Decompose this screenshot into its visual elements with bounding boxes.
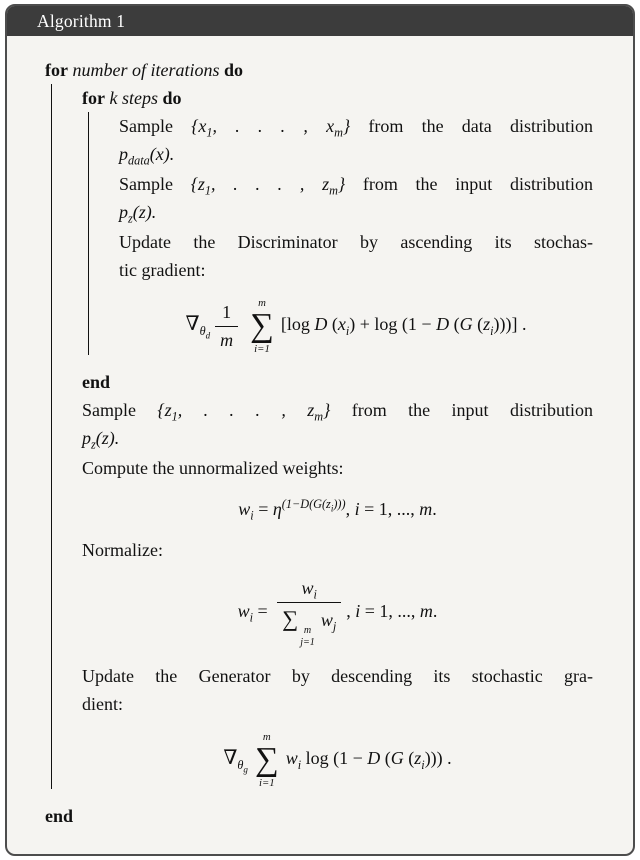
summation-lower-limit: j=1 <box>300 636 315 648</box>
statement-text: Sample <box>82 400 158 421</box>
fraction-numerator <box>277 577 341 602</box>
statement-line <box>119 140 593 168</box>
math-subscript: 1 <box>171 409 178 424</box>
math-var-w: w <box>238 499 251 520</box>
summation-upper-limit: m <box>303 624 312 636</box>
statement-text: from the data distribution <box>350 116 593 136</box>
math-text: (1−D(G(z <box>281 497 331 512</box>
algorithm-box <box>5 4 635 856</box>
statement-line: Update the Discriminator by ascending its stochas- <box>119 232 593 252</box>
math-text: ))) . <box>424 747 452 768</box>
math-var-p: p <box>119 144 128 164</box>
statement-text: from the input distribution <box>345 174 593 194</box>
statement-sample-z-inner <box>119 170 593 226</box>
algorithm-title: Algorithm 1 <box>37 10 126 31</box>
summation <box>250 297 274 355</box>
math-text: [log <box>280 314 315 335</box>
fraction-numerator: 1 <box>222 302 232 323</box>
algorithm-body <box>7 36 633 844</box>
math-text: ( <box>327 314 338 335</box>
inner-end-line <box>82 368 593 396</box>
math-text: , <box>346 601 356 622</box>
summation-lower-limit: i=1 <box>254 342 270 355</box>
math-text: ( <box>472 314 484 335</box>
math-var-x: x <box>337 314 346 335</box>
math-subscript: 1 <box>204 183 212 198</box>
math-dots: , . . . , x <box>212 116 335 136</box>
math-var-w: w <box>301 578 314 599</box>
math-text: log (1 − <box>301 747 368 768</box>
math-exponent <box>281 497 346 514</box>
keyword-end: end <box>82 372 111 393</box>
keyword-for: for <box>82 88 105 108</box>
math-var-G: G <box>390 747 404 768</box>
math-var-i: i <box>355 601 361 622</box>
summation-lower-limit: i=1 <box>258 776 275 789</box>
nabla-subscript <box>199 323 211 341</box>
math-var-G: G <box>459 314 473 335</box>
statement-text: Sample <box>119 116 192 136</box>
math-text: ) + log (1 − <box>349 314 437 335</box>
nabla-symbol: ∇ <box>185 313 200 336</box>
math-var-theta: θ <box>199 323 206 338</box>
inner-loop-condition: k steps <box>109 88 158 108</box>
math-text: (x). <box>149 144 175 164</box>
math-var-D: D <box>314 314 328 335</box>
math-var-m: m <box>419 601 433 622</box>
statement-normalize <box>82 536 593 564</box>
math-subscript: i <box>297 757 302 772</box>
math-var-z: z <box>414 747 422 768</box>
nabla-subscript <box>237 758 248 772</box>
statement-line: tic gradient: <box>119 260 206 280</box>
math-text: . <box>432 499 437 520</box>
statement-line <box>119 170 593 198</box>
math-var-w: w <box>285 747 298 768</box>
math-subscript: m <box>314 409 324 424</box>
statement-line: Normalize: <box>82 540 163 561</box>
nabla-symbol: ∇ <box>223 746 238 769</box>
math-subscript: z <box>128 211 133 226</box>
statement-sample-x <box>119 112 593 168</box>
math-var-z: z <box>483 314 491 335</box>
outer-block <box>51 84 593 789</box>
equation-discriminator-update <box>119 297 593 355</box>
math-var-theta: θ <box>237 757 244 772</box>
equation-normalize <box>82 577 593 649</box>
summation-upper-limit: m <box>258 297 266 309</box>
math-subscript: m <box>334 125 343 140</box>
sigma-symbol: ∑ <box>250 307 274 345</box>
math-subscript: i <box>490 323 494 338</box>
math-subscript: 1 <box>206 125 213 140</box>
outer-loop-condition: number of iterations <box>72 60 220 80</box>
math-var-p: p <box>82 428 91 449</box>
equation-weights <box>82 495 593 523</box>
statement-line: Update the Generator by descending its stochastic gra- <box>82 665 593 686</box>
statement-line <box>82 396 593 424</box>
math-var-m: m <box>419 499 433 520</box>
fraction <box>215 301 238 351</box>
math-dots: , . . . , z <box>211 174 330 194</box>
keyword-end: end <box>45 805 74 826</box>
math-equals: = <box>252 601 273 622</box>
math-set-close: } <box>342 116 351 136</box>
math-text: (z). <box>95 428 120 449</box>
math-var-i: i <box>354 499 360 520</box>
math-subscript: data <box>128 153 150 168</box>
math-set-open: {x <box>191 116 207 136</box>
equation-generator-update <box>82 731 593 789</box>
statement-text: Sample <box>119 174 191 194</box>
math-text: )))] . <box>493 314 527 335</box>
math-text: , <box>345 499 355 520</box>
math-var-w: w <box>237 601 250 622</box>
statement-line: dient: <box>82 693 123 714</box>
math-text: . <box>432 601 438 622</box>
inner-block <box>88 112 593 355</box>
math-text: = 1, ..., <box>359 499 420 520</box>
math-set-close: } <box>337 174 346 194</box>
summation-side-limits <box>300 625 315 649</box>
math-text: ( <box>403 747 415 768</box>
sigma-symbol: ∑ <box>254 741 279 779</box>
math-subscript: j <box>332 619 337 634</box>
statement-line <box>82 424 593 452</box>
math-var-w: w <box>320 609 333 630</box>
math-subscript: i <box>250 508 254 523</box>
summation-upper-limit: m <box>262 730 271 743</box>
keyword-do: do <box>223 60 243 80</box>
math-subscript: i <box>313 587 317 602</box>
statement-line <box>119 198 593 226</box>
math-subscript: m <box>329 183 338 198</box>
math-subscript: i <box>330 503 334 514</box>
math-text: = 1, ..., <box>360 601 420 622</box>
math-subscript: i <box>249 610 253 625</box>
math-subscript: i <box>421 757 425 772</box>
math-var-D: D <box>436 314 450 335</box>
outer-end-line <box>45 802 593 830</box>
math-text: ( <box>449 314 460 335</box>
fraction-denominator <box>277 602 341 649</box>
fraction-denominator: m <box>215 326 238 352</box>
math-equals: = <box>253 499 273 520</box>
math-subscript: z <box>91 437 96 452</box>
math-text: ))) <box>333 497 346 512</box>
math-dots: , . . . , z <box>177 400 315 421</box>
statement-line: Compute the unnormalized weights: <box>82 458 344 479</box>
math-set-open: {z <box>190 174 205 194</box>
statement-update-generator <box>82 662 593 718</box>
statement-update-discriminator <box>119 228 593 284</box>
math-var-D: D <box>367 747 381 768</box>
math-text: (z). <box>132 202 157 222</box>
math-subscript: g <box>243 764 248 774</box>
keyword-for: for <box>45 60 68 80</box>
statement-sample-z-outer <box>82 396 593 452</box>
statement-compute-weights <box>82 454 593 482</box>
outer-for-line <box>45 56 593 84</box>
sigma-symbol: ∑ <box>282 605 299 631</box>
statement-line <box>119 112 593 140</box>
math-subscript: i <box>345 323 350 338</box>
summation <box>255 731 279 789</box>
math-text: ( <box>380 747 391 768</box>
math-set-close: } <box>323 400 331 421</box>
math-subscript: d <box>205 330 211 341</box>
algorithm-titlebar <box>7 6 633 36</box>
math-var-p: p <box>119 202 128 222</box>
inner-for-line <box>82 84 593 112</box>
math-set-open: {z <box>157 400 172 421</box>
keyword-do: do <box>162 88 182 108</box>
math-var-eta: η <box>272 499 282 520</box>
statement-text: from the input distribution <box>330 400 593 421</box>
fraction <box>277 577 341 649</box>
